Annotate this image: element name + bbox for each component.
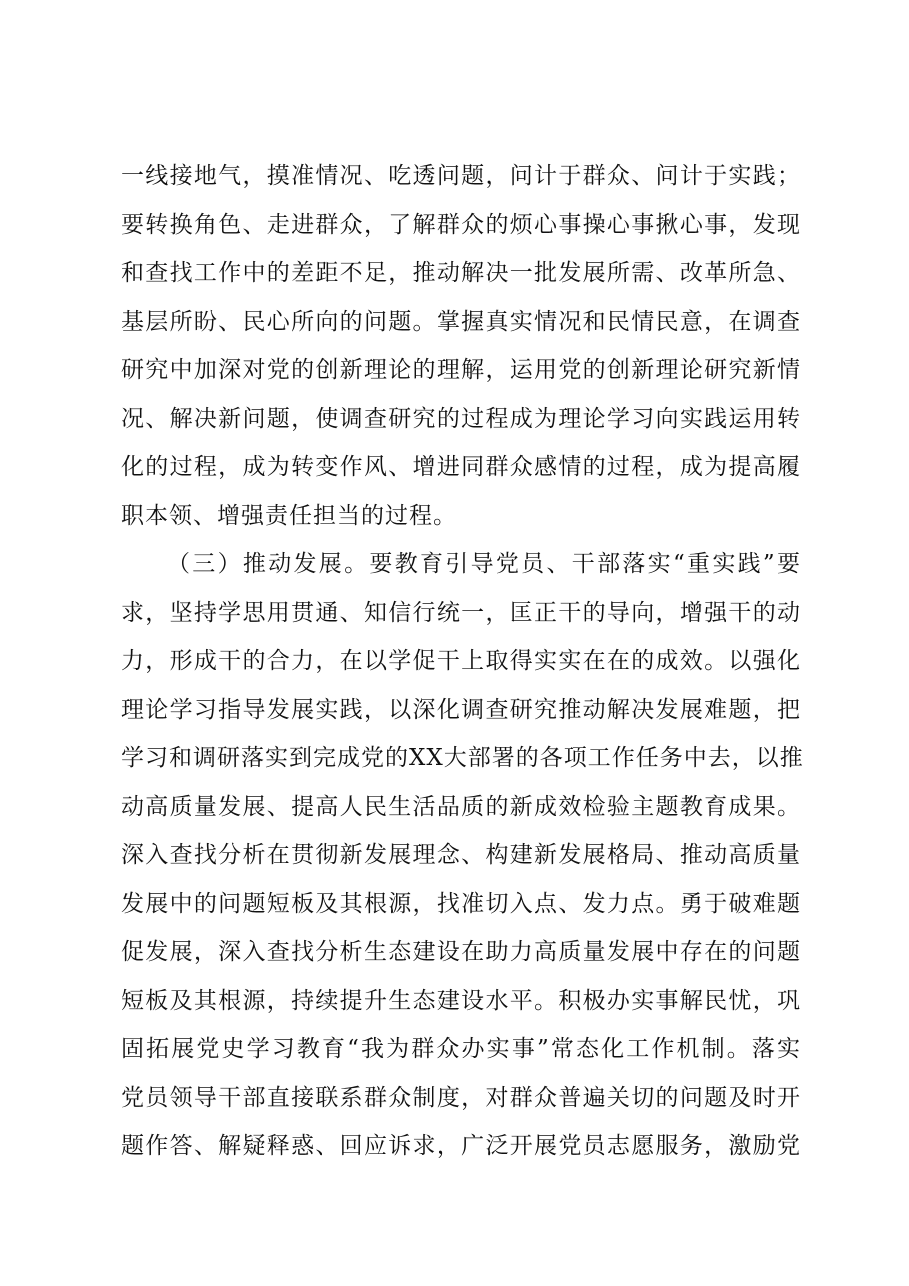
text-line: 短板及其根源，持续提升生态建设水平。积极办实事解民忧，巩	[121, 987, 801, 1014]
text-line: 固拓展党史学习教育“我为群众办实事”常态化工作机制。落实	[121, 1036, 801, 1062]
body-text	[121, 152, 804, 1171]
text-line: 动高质量发展、提高人民生活品质的新成效检验主题教育成果。	[121, 793, 801, 820]
text-line: 基层所盼、民心所向的问题。掌握真实情况和民情民意，在调查	[121, 308, 801, 335]
text-line: 和查找工作中的差距不足，推动解决一批发展所需、改革所急、	[121, 260, 801, 286]
text-line: 研究中加深对党的创新理论的理解，运用党的创新理论研究新情	[121, 357, 801, 383]
text-line: 要转换角色、走进群众，了解群众的烦心事操心事揪心事，发现	[121, 211, 801, 238]
text-line: 发展中的问题短板及其根源，找准切入点、发力点。勇于破难题	[121, 890, 801, 917]
text-line: 学习和调研落实到完成党的XX大部署的各项工作任务中去，以推	[121, 745, 804, 771]
text-line: 一线接地气，摸准情况、吃透问题，问计于群众、问计于实践；	[121, 163, 801, 189]
text-line: 题作答、解疑释惑、回应诉求，广泛开展党员志愿服务，激励党	[121, 1133, 801, 1159]
text-line: 党员领导干部直接联系群众制度，对群众普遍关切的问题及时开	[121, 1084, 801, 1111]
text-line: 促发展，深入查找分析生态建设在助力高质量发展中存在的问题	[121, 939, 801, 965]
text-line: 职本领、增强责任担当的过程。	[121, 502, 457, 529]
text-line: 况、解决新问题，使调查研究的过程成为理论学习向实践运用转	[121, 405, 801, 432]
text-line: 求，坚持学思用贯通、知信行统一，匡正干的导向，增强干的动	[121, 599, 801, 626]
text-line: 化的过程，成为转变作风、增进同群众感情的过程，成为提高履	[121, 454, 801, 480]
text-line: 深入查找分析在贯彻新发展理念、构建新发展格局、推动高质量	[121, 842, 801, 868]
section-heading-line: （三）推动发展。要教育引导党员、干部落实“重实践”要	[167, 551, 801, 577]
text-line: 力，形成干的合力，在以学促干上取得实实在在的成效。以强化	[121, 648, 801, 674]
text-line: 理论学习指导发展实践，以深化调查研究推动解决发展难题，把	[121, 696, 801, 723]
